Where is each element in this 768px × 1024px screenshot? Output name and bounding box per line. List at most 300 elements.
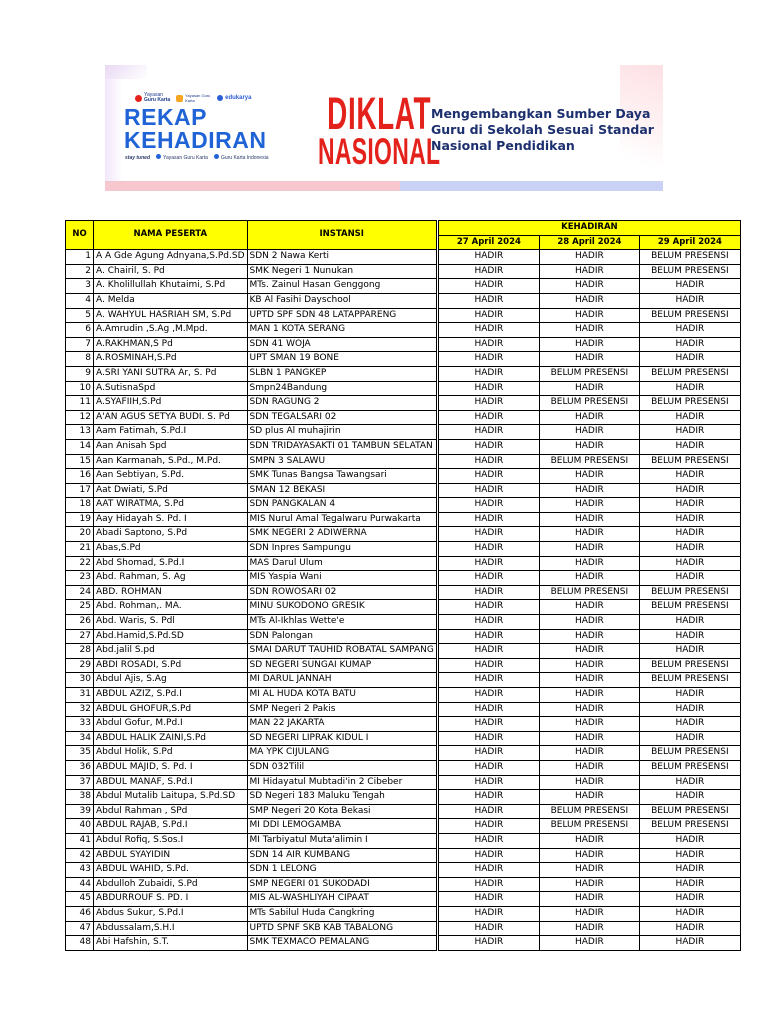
table-row <box>66 673 741 688</box>
participant-name: ABDUL RAJAB, S.Pd.I <box>94 819 248 834</box>
table-row <box>66 352 741 367</box>
table-row <box>66 469 741 484</box>
attendance-day3: BELUM PRESENSI <box>639 585 740 600</box>
institution: SDN 41 WOJA <box>247 337 437 352</box>
institution: SMK NEGERI 2 ADIWERNA <box>247 527 437 542</box>
institution: SMP Negeri 2 Pakis <box>247 702 437 717</box>
row-number: 20 <box>66 527 94 542</box>
attendance-day2: HADIR <box>539 571 639 586</box>
attendance-day3: HADIR <box>639 469 740 484</box>
table-row <box>66 819 741 834</box>
attendance-day3: HADIR <box>639 731 740 746</box>
yayasan-logo-icon <box>176 95 183 102</box>
institution: MTs Sabilul Huda Cangkring <box>247 906 437 921</box>
footer-text: Yayasan Guru Karta <box>163 155 208 161</box>
attendance-day3: HADIR <box>639 717 740 732</box>
guru-karta-logo-icon <box>135 95 142 102</box>
column-header-kehadiran: KEHADIRAN <box>437 221 740 236</box>
participant-name: ABDUL AZIZ, S.Pd.I <box>94 688 248 703</box>
table-row <box>66 775 741 790</box>
table-row <box>66 921 741 936</box>
table-row <box>66 323 741 338</box>
participant-name: A.SRI YANI SUTRA Ar, S. Pd <box>94 366 248 381</box>
attendance-day2: HADIR <box>539 308 639 323</box>
event-banner <box>105 65 663 191</box>
participant-name: Abdussalam,S.H.I <box>94 921 248 936</box>
attendance-day1: HADIR <box>437 658 539 673</box>
table-row <box>66 512 741 527</box>
table-row <box>66 760 741 775</box>
attendance-day1: HADIR <box>437 337 539 352</box>
table-row <box>66 571 741 586</box>
attendance-day3: HADIR <box>639 892 740 907</box>
participant-name: ABDUL MANAF, S.Pd.I <box>94 775 248 790</box>
attendance-day2: HADIR <box>539 337 639 352</box>
institution: MINU SUKODONO GRESIK <box>247 600 437 615</box>
table-row <box>66 308 741 323</box>
row-number: 10 <box>66 381 94 396</box>
attendance-day1: HADIR <box>437 527 539 542</box>
attendance-day1: HADIR <box>437 863 539 878</box>
institution: MTs. Zainul Hasan Genggong <box>247 279 437 294</box>
institution: SDN ROWOSARI 02 <box>247 585 437 600</box>
attendance-day3: HADIR <box>639 279 740 294</box>
table-row <box>66 293 741 308</box>
row-number: 33 <box>66 717 94 732</box>
row-number: 29 <box>66 658 94 673</box>
participant-name: A.Amrudin ,S.Ag ,M.Mpd. <box>94 323 248 338</box>
participant-name: ABDI ROSADI, S.Pd <box>94 658 248 673</box>
participant-name: Abdul Gofur, M.Pd.I <box>94 717 248 732</box>
table-row <box>66 483 741 498</box>
attendance-day3: BELUM PRESENSI <box>639 819 740 834</box>
institution: SLBN 1 PANGKEP <box>247 366 437 381</box>
table-row <box>66 936 741 951</box>
attendance-day1: HADIR <box>437 936 539 951</box>
attendance-day2: HADIR <box>539 892 639 907</box>
table-row <box>66 848 741 863</box>
table-row <box>66 644 741 659</box>
banner-decoration <box>105 65 147 79</box>
attendance-day2: HADIR <box>539 702 639 717</box>
row-number: 39 <box>66 804 94 819</box>
institution: MI Tarbiyatul Muta'alimin I <box>247 833 437 848</box>
attendance-day3: BELUM PRESENSI <box>639 264 740 279</box>
table-row <box>66 877 741 892</box>
yayasan-logo <box>176 93 211 103</box>
attendance-day3: BELUM PRESENSI <box>639 673 740 688</box>
attendance-day1: HADIR <box>437 877 539 892</box>
participant-name: A. Melda <box>94 293 248 308</box>
banner-title-line: REKAP <box>124 104 208 130</box>
participant-name: Abd Shomad, S.Pd.I <box>94 556 248 571</box>
attendance-day2: HADIR <box>539 469 639 484</box>
table-row <box>66 615 741 630</box>
row-number: 17 <box>66 483 94 498</box>
row-number: 40 <box>66 819 94 834</box>
row-number: 35 <box>66 746 94 761</box>
participant-name: A. WAHYUL HASRIAH SM, S.Pd <box>94 308 248 323</box>
attendance-day3: HADIR <box>639 439 740 454</box>
attendance-day3: HADIR <box>639 381 740 396</box>
attendance-day2: HADIR <box>539 848 639 863</box>
column-header-date: 29 April 2024 <box>639 235 740 250</box>
attendance-day2: HADIR <box>539 790 639 805</box>
attendance-day1: HADIR <box>437 702 539 717</box>
institution: SD NEGERI LIPRAK KIDUL I <box>247 731 437 746</box>
attendance-day2: HADIR <box>539 352 639 367</box>
attendance-day2: HADIR <box>539 877 639 892</box>
institution: MI DDI LEMOGAMBA <box>247 819 437 834</box>
attendance-day2: HADIR <box>539 658 639 673</box>
participant-name: Aan Anisah Spd <box>94 439 248 454</box>
table-row <box>66 279 741 294</box>
table-row <box>66 731 741 746</box>
attendance-day1: HADIR <box>437 498 539 513</box>
row-number: 25 <box>66 600 94 615</box>
banner-stripe <box>105 181 400 191</box>
attendance-day1: HADIR <box>437 571 539 586</box>
attendance-day2: HADIR <box>539 279 639 294</box>
row-number: 27 <box>66 629 94 644</box>
row-number: 5 <box>66 308 94 323</box>
attendance-day3: HADIR <box>639 571 740 586</box>
participant-name: A. Chairil, S. Pd <box>94 264 248 279</box>
table-row <box>66 717 741 732</box>
tagline-line: Mengembangkan Sumber Daya <box>431 106 651 121</box>
attendance-day3: HADIR <box>639 323 740 338</box>
table-row <box>66 366 741 381</box>
institution: MI AL HUDA KOTA BATU <box>247 688 437 703</box>
attendance-day2: HADIR <box>539 556 639 571</box>
attendance-day1: HADIR <box>437 819 539 834</box>
column-header-date: 27 April 2024 <box>437 235 539 250</box>
table-body <box>66 250 741 951</box>
attendance-day2: HADIR <box>539 323 639 338</box>
attendance-day3: HADIR <box>639 863 740 878</box>
institution: SDN PANGKALAN 4 <box>247 498 437 513</box>
participant-name: Abd.jalil S.pd <box>94 644 248 659</box>
attendance-day3: HADIR <box>639 556 740 571</box>
institution: MI DARUL JANNAH <box>247 673 437 688</box>
attendance-day3: BELUM PRESENSI <box>639 308 740 323</box>
participant-name: Aam Fatimah, S.Pd.I <box>94 425 248 440</box>
participant-name: Abi Hafshin, S.T. <box>94 936 248 951</box>
guru-karta-logo <box>135 93 170 103</box>
attendance-day3: BELUM PRESENSI <box>639 658 740 673</box>
participant-name: Abadi Saptono, S.Pd <box>94 527 248 542</box>
attendance-day1: HADIR <box>437 731 539 746</box>
banner-stripe <box>400 181 663 191</box>
attendance-day1: HADIR <box>437 600 539 615</box>
attendance-day3: BELUM PRESENSI <box>639 250 740 265</box>
institution: MIS Nurul Amal Tegalwaru Purwakarta <box>247 512 437 527</box>
attendance-day2: HADIR <box>539 615 639 630</box>
row-number: 23 <box>66 571 94 586</box>
attendance-day2: HADIR <box>539 381 639 396</box>
attendance-day1: HADIR <box>437 921 539 936</box>
attendance-day3: HADIR <box>639 629 740 644</box>
attendance-day3: BELUM PRESENSI <box>639 746 740 761</box>
participant-name: Abd. Waris, S. Pdl <box>94 615 248 630</box>
attendance-day2: HADIR <box>539 542 639 557</box>
banner-decoration <box>105 65 123 183</box>
column-header-no: NO <box>66 221 94 250</box>
attendance-day2: HADIR <box>539 921 639 936</box>
attendance-day2: HADIR <box>539 439 639 454</box>
row-number: 26 <box>66 615 94 630</box>
row-number: 11 <box>66 396 94 411</box>
table-row <box>66 688 741 703</box>
table-row <box>66 396 741 411</box>
row-number: 42 <box>66 848 94 863</box>
row-number: 30 <box>66 673 94 688</box>
row-number: 9 <box>66 366 94 381</box>
row-number: 45 <box>66 892 94 907</box>
attendance-day1: HADIR <box>437 848 539 863</box>
participant-name: A'AN AGUS SETYA BUDI. S. Pd <box>94 410 248 425</box>
row-number: 43 <box>66 863 94 878</box>
row-number: 37 <box>66 775 94 790</box>
attendance-day1: HADIR <box>437 673 539 688</box>
participant-name: Abdus Sukur, S.Pd.I <box>94 906 248 921</box>
yayasan-icon <box>156 154 161 159</box>
attendance-day3: HADIR <box>639 542 740 557</box>
attendance-day1: HADIR <box>437 688 539 703</box>
attendance-day3: HADIR <box>639 790 740 805</box>
attendance-day3: HADIR <box>639 512 740 527</box>
institution: MTs Al-Ikhlas Wette'e <box>247 615 437 630</box>
participant-name: A. Kholillullah Khutaimi, S.Pd <box>94 279 248 294</box>
attendance-day1: HADIR <box>437 454 539 469</box>
participant-name: A.SutisnaSpd <box>94 381 248 396</box>
attendance-day1: HADIR <box>437 746 539 761</box>
table-row <box>66 585 741 600</box>
event-tagline <box>431 106 654 154</box>
institution: MAN 22 JAKARTA <box>247 717 437 732</box>
table-row <box>66 833 741 848</box>
row-number: 34 <box>66 731 94 746</box>
attendance-day3: HADIR <box>639 337 740 352</box>
attendance-day2: HADIR <box>539 483 639 498</box>
attendance-day1: HADIR <box>437 293 539 308</box>
table-row <box>66 600 741 615</box>
attendance-day1: HADIR <box>437 439 539 454</box>
institution: SMP Negeri 20 Kota Bekasi <box>247 804 437 819</box>
attendance-day3: HADIR <box>639 848 740 863</box>
participant-name: Aat Dwiati, S.Pd <box>94 483 248 498</box>
attendance-day2: HADIR <box>539 600 639 615</box>
attendance-day1: HADIR <box>437 804 539 819</box>
table-row <box>66 658 741 673</box>
table-row <box>66 892 741 907</box>
tagline-line: Nasional Pendidikan <box>431 138 575 153</box>
attendance-day3: HADIR <box>639 498 740 513</box>
institution: SDN TEGALSARI 02 <box>247 410 437 425</box>
logo-text: Yayasan <box>144 92 164 98</box>
edukarya-logo <box>217 95 251 101</box>
participant-name: A.RAKHMAN,S Pd <box>94 337 248 352</box>
table-row <box>66 250 741 265</box>
banner-title-line: KEHADIRAN <box>124 127 267 153</box>
attendance-day3: HADIR <box>639 483 740 498</box>
table-row <box>66 804 741 819</box>
table-row <box>66 863 741 878</box>
institution: SMAN 12 BEKASI <box>247 483 437 498</box>
attendance-day3: HADIR <box>639 615 740 630</box>
table-row <box>66 337 741 352</box>
attendance-day2: HADIR <box>539 425 639 440</box>
row-number: 2 <box>66 264 94 279</box>
institution: SDN RAGUNG 2 <box>247 396 437 411</box>
attendance-day3: HADIR <box>639 921 740 936</box>
row-number: 28 <box>66 644 94 659</box>
institution: SDN Inpres Sampungu <box>247 542 437 557</box>
attendance-day1: HADIR <box>437 264 539 279</box>
table-row <box>66 498 741 513</box>
column-header-date: 28 April 2024 <box>539 235 639 250</box>
attendance-day2: HADIR <box>539 731 639 746</box>
attendance-day1: HADIR <box>437 396 539 411</box>
row-number: 3 <box>66 279 94 294</box>
attendance-day2: HADIR <box>539 688 639 703</box>
attendance-day3: HADIR <box>639 833 740 848</box>
row-number: 6 <box>66 323 94 338</box>
institution: MIS Yaspia Wani <box>247 571 437 586</box>
participant-name: ABDUL SYAYIDIN <box>94 848 248 863</box>
attendance-day2: HADIR <box>539 644 639 659</box>
attendance-day3: BELUM PRESENSI <box>639 760 740 775</box>
attendance-day1: HADIR <box>437 352 539 367</box>
institution: SMPN 3 SALAWU <box>247 454 437 469</box>
row-number: 32 <box>66 702 94 717</box>
row-number: 15 <box>66 454 94 469</box>
attendance-day3: BELUM PRESENSI <box>639 454 740 469</box>
attendance-day1: HADIR <box>437 279 539 294</box>
attendance-day3: HADIR <box>639 936 740 951</box>
row-number: 1 <box>66 250 94 265</box>
attendance-day1: HADIR <box>437 790 539 805</box>
attendance-day1: HADIR <box>437 366 539 381</box>
attendance-day2: HADIR <box>539 673 639 688</box>
attendance-day1: HADIR <box>437 717 539 732</box>
attendance-day2: HADIR <box>539 629 639 644</box>
institution: UPTD SPF SDN 48 LATAPPARENG <box>247 308 437 323</box>
attendance-day2: HADIR <box>539 936 639 951</box>
attendance-day2: BELUM PRESENSI <box>539 366 639 381</box>
row-number: 19 <box>66 512 94 527</box>
institution: MIS AL-WASHLIYAH CIPAAT <box>247 892 437 907</box>
attendance-day1: HADIR <box>437 410 539 425</box>
row-number: 31 <box>66 688 94 703</box>
attendance-day3: HADIR <box>639 702 740 717</box>
participant-name: ABDURROUF S. PD. I <box>94 892 248 907</box>
attendance-day2: HADIR <box>539 863 639 878</box>
institution: SDN TRIDAYASAKTI 01 TAMBUN SELATAN <box>247 439 437 454</box>
attendance-day3: HADIR <box>639 877 740 892</box>
attendance-day3: HADIR <box>639 906 740 921</box>
institution: SD NEGERI SUNGAI KUMAP <box>247 658 437 673</box>
participant-name: Abd. Rohman,. MA. <box>94 600 248 615</box>
participant-name: Aan Sebtiyan, S.Pd. <box>94 469 248 484</box>
table-row <box>66 439 741 454</box>
attendance-day1: HADIR <box>437 308 539 323</box>
attendance-day2: HADIR <box>539 717 639 732</box>
table-row <box>66 454 741 469</box>
row-number: 22 <box>66 556 94 571</box>
attendance-day3: HADIR <box>639 527 740 542</box>
attendance-day2: BELUM PRESENSI <box>539 819 639 834</box>
row-number: 12 <box>66 410 94 425</box>
banner-title <box>124 106 267 152</box>
table-row <box>66 556 741 571</box>
tagline-line: Guru di Sekolah Sesuai Standar <box>431 122 654 137</box>
table-row <box>66 790 741 805</box>
participant-name: A A Gde Agung Adnyana,S.Pd.SD <box>94 250 248 265</box>
table-row <box>66 381 741 396</box>
row-number: 47 <box>66 921 94 936</box>
row-number: 7 <box>66 337 94 352</box>
row-number: 46 <box>66 906 94 921</box>
attendance-day1: HADIR <box>437 542 539 557</box>
institution: SMK TEXMACO PEMALANG <box>247 936 437 951</box>
attendance-day2: HADIR <box>539 293 639 308</box>
attendance-day3: HADIR <box>639 352 740 367</box>
participant-name: A.SYAFIIH,S.Pd <box>94 396 248 411</box>
participant-name: ABDUL HALIK ZAINI,S.Pd <box>94 731 248 746</box>
institution: MAS Darul Ulum <box>247 556 437 571</box>
attendance-day2: HADIR <box>539 833 639 848</box>
attendance-day3: BELUM PRESENSI <box>639 366 740 381</box>
attendance-day3: HADIR <box>639 410 740 425</box>
attendance-day1: HADIR <box>437 250 539 265</box>
institution: MI Hidayatul Mubtadi'in 2 Cibeber <box>247 775 437 790</box>
attendance-day2: HADIR <box>539 512 639 527</box>
banner-footer <box>125 154 268 161</box>
attendance-day2: HADIR <box>539 760 639 775</box>
attendance-day3: HADIR <box>639 425 740 440</box>
attendance-day2: HADIR <box>539 264 639 279</box>
row-number: 21 <box>66 542 94 557</box>
attendance-day2: HADIR <box>539 250 639 265</box>
participant-name: ABDUL WAHID, S.Pd. <box>94 863 248 878</box>
attendance-day1: HADIR <box>437 629 539 644</box>
attendance-day2: BELUM PRESENSI <box>539 396 639 411</box>
participant-name: Abdul Mutalib Laitupa, S.Pd.SD <box>94 790 248 805</box>
table-row <box>66 629 741 644</box>
row-number: 44 <box>66 877 94 892</box>
institution: SD plus Al muhajirin <box>247 425 437 440</box>
table-row <box>66 425 741 440</box>
attendance-day1: HADIR <box>437 425 539 440</box>
attendance-day2: BELUM PRESENSI <box>539 804 639 819</box>
guru-karta-icon <box>214 154 219 159</box>
attendance-day1: HADIR <box>437 644 539 659</box>
participant-name: ABDUL GHOFUR,S.Pd <box>94 702 248 717</box>
participant-name: Abdulloh Zubaidi, S.Pd <box>94 877 248 892</box>
attendance-day1: HADIR <box>437 615 539 630</box>
row-number: 38 <box>66 790 94 805</box>
column-header-instansi: INSTANSI <box>247 221 437 250</box>
footer-text: Guru Karta Indonesia <box>220 155 269 161</box>
institution: MA YPK CIJULANG <box>247 746 437 761</box>
attendance-day3: HADIR <box>639 688 740 703</box>
attendance-day1: HADIR <box>437 833 539 848</box>
event-name-line: DIKLAT <box>327 88 432 139</box>
attendance-table <box>65 220 741 951</box>
attendance-day1: HADIR <box>437 323 539 338</box>
attendance-day1: HADIR <box>437 760 539 775</box>
